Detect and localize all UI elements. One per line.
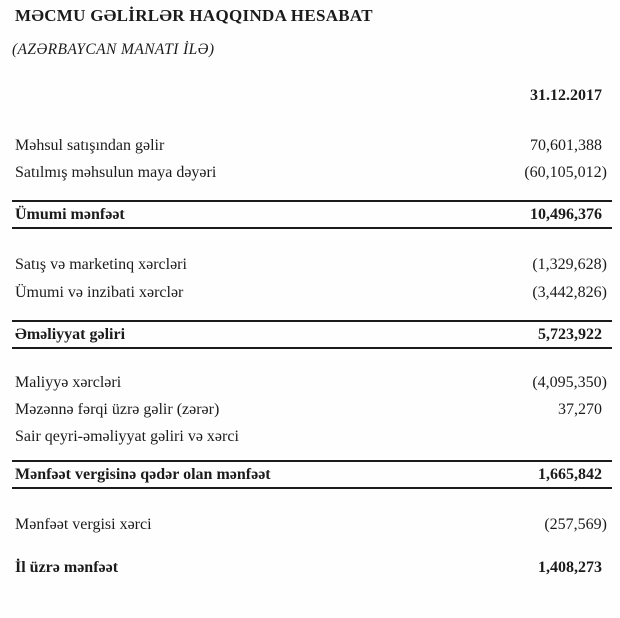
row-label: İl üzrə mənfəət <box>15 559 119 576</box>
row-label: Satılmış məhsulun maya dəyəri <box>15 164 217 181</box>
row-value: (257,569) <box>544 516 607 533</box>
period-column-header <box>12 87 612 105</box>
row-income-tax-expense <box>12 515 612 534</box>
report-title: MƏCMU GƏLİRLƏR HAQQINDA HESABAT <box>15 6 373 25</box>
row-value: 10,496,376 <box>530 206 602 223</box>
row-profit-for-year <box>12 558 612 577</box>
row-label: Mənfəət vergisi xərci <box>15 516 152 533</box>
row-label: Əməliyyat gəliri <box>15 326 126 343</box>
currency-note: (AZƏRBAYCAN MANATI İLƏ) <box>12 41 215 58</box>
row-gross-profit <box>12 200 612 229</box>
row-value: 37,270 <box>558 401 602 418</box>
row-value: (3,442,826) <box>532 284 607 301</box>
row-other-non-operating-income-expense <box>12 427 612 446</box>
row-label: Məhsul satışından gəlir <box>15 137 165 154</box>
row-label: Sair qeyri-əməliyyat gəliri və xərci <box>15 428 239 445</box>
row-operating-income <box>12 320 612 349</box>
row-revenue <box>12 136 612 155</box>
row-exchange-difference-gain-loss <box>12 400 612 419</box>
row-finance-costs <box>12 373 612 392</box>
row-value: (1,329,628) <box>532 256 607 273</box>
row-label: Satış və marketinq xərcləri <box>15 256 187 273</box>
row-value: 5,723,922 <box>538 326 602 343</box>
row-value: 70,601,388 <box>530 137 602 154</box>
row-profit-before-tax <box>12 460 612 489</box>
row-cost-of-sales <box>12 163 612 182</box>
row-selling-marketing-expenses <box>12 255 612 274</box>
row-label: Məzənnə fərqi üzrə gəlir (zərər) <box>15 401 220 418</box>
row-label: Mənfəət vergisinə qədər olan mənfəət <box>15 466 271 483</box>
row-label: Ümumi və inzibati xərclər <box>15 284 184 301</box>
row-label: Ümumi mənfəət <box>15 206 125 223</box>
row-label: Maliyyə xərcləri <box>15 374 122 391</box>
row-value: (4,095,350) <box>532 374 607 391</box>
row-general-admin-expenses <box>12 283 612 302</box>
period-end-date: 31.12.2017 <box>530 87 602 104</box>
row-value: 1,408,273 <box>538 559 602 576</box>
row-value: (60,105,012) <box>524 164 607 181</box>
row-value: 1,665,842 <box>538 466 602 483</box>
